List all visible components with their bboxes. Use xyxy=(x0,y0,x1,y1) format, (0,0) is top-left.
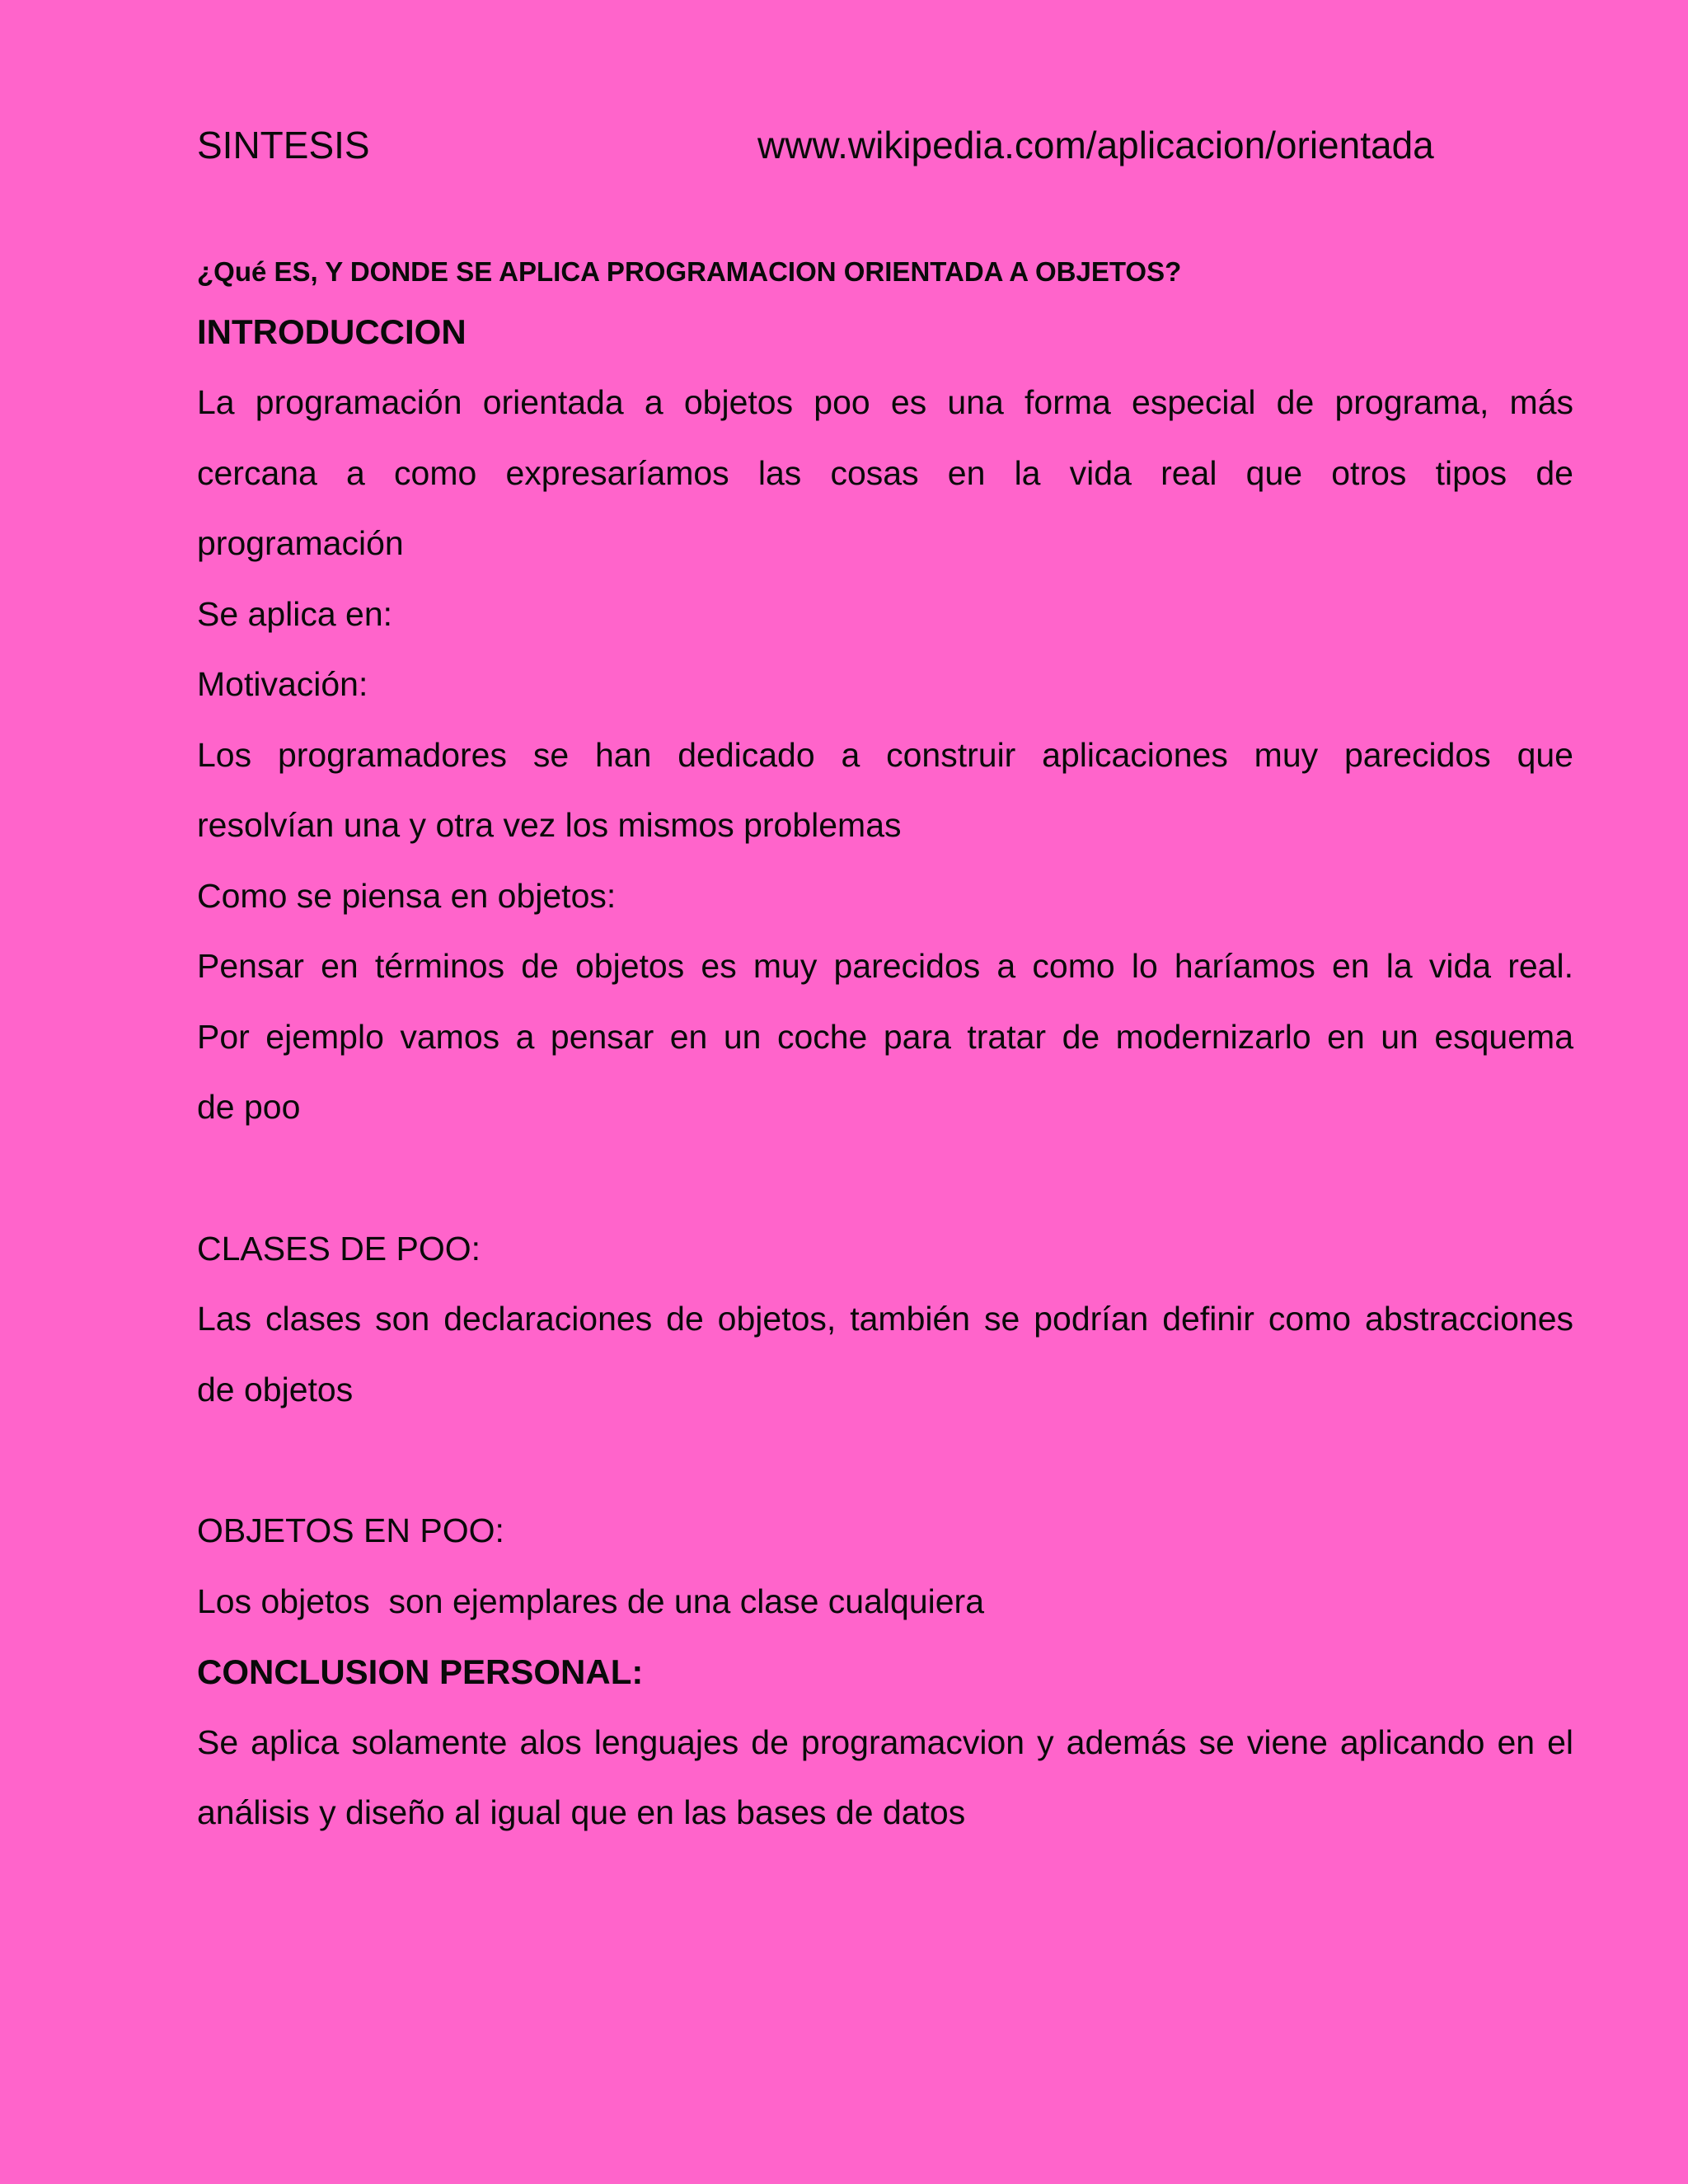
applies-label: Se aplica en: xyxy=(197,594,393,633)
motivation-line-1: Los programadores se han dedicado a construir aplicaciones muy parecidos que xyxy=(197,735,1573,774)
intro-line-2: cercana a como expresaríamos las cosas en la vida real que otros tipos de xyxy=(197,453,1573,492)
header-title: SINTESIS xyxy=(197,124,370,166)
classes-label: CLASES DE POO: xyxy=(197,1229,481,1268)
intro-line-1: La programación orientada a objetos poo es una forma especial de programa, más xyxy=(197,383,1573,421)
header-url: www.wikipedia.com/aplicacion/orientada xyxy=(757,124,1434,166)
document-header xyxy=(197,120,1573,171)
intro-heading: INTRODUCCION xyxy=(197,312,467,351)
motivation-line-2: resolvían una y otra vez los mismos problemas xyxy=(197,806,902,844)
document-body xyxy=(197,247,1573,1849)
conclusion-heading: CONCLUSION PERSONAL: xyxy=(197,1652,644,1691)
objects-label: OBJETOS EN POO: xyxy=(197,1511,504,1549)
objects-line: Los objetos son ejemplares de una clase cualquiera xyxy=(197,1582,984,1620)
motivation-label: Motivación: xyxy=(197,665,368,703)
thinking-line-1: Pensar en términos de objetos es muy parecidos a como lo haríamos en la vida real. xyxy=(197,947,1573,985)
classes-line-2: de objetos xyxy=(197,1370,354,1408)
conclusion-line-1: Se aplica solamente alos lenguajes de programacvion y además se viene aplicando en el xyxy=(197,1722,1573,1761)
document-question: ¿Qué ES, Y DONDE SE APLICA PROGRAMACION ORIENTADA A OBJETOS? xyxy=(197,256,1182,287)
paragraph-gap xyxy=(197,1143,1573,1214)
paragraph-gap xyxy=(197,1425,1573,1496)
thinking-label: Como se piensa en objetos: xyxy=(197,876,617,915)
conclusion-line-2: análisis y diseño al igual que en las bases de datos xyxy=(197,1793,966,1831)
intro-line-3: programación xyxy=(197,524,404,562)
thinking-line-3: de poo xyxy=(197,1088,301,1126)
classes-line-1: Las clases son declaraciones de objetos, también se podrían definir como abstracciones xyxy=(197,1300,1573,1338)
thinking-line-2: Por ejemplo vamos a pensar en un coche para tratar de modernizarlo en un esquema xyxy=(197,1017,1573,1056)
